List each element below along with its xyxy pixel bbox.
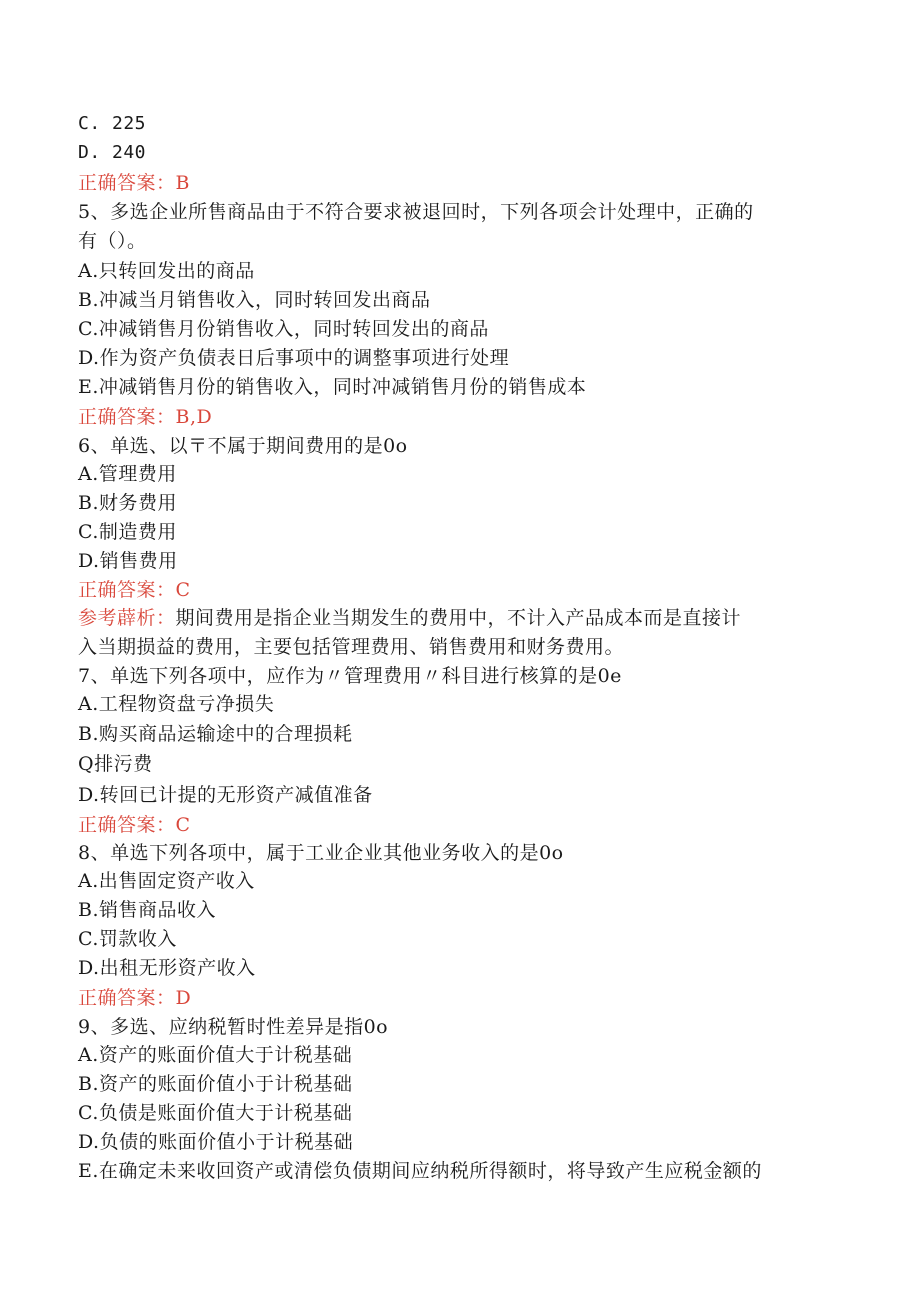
answer-value: C xyxy=(175,814,191,836)
q7-option-d: D.转回已计提的无形资产减值准备 xyxy=(78,784,373,806)
q7-stem: 7、单选下列各项中，应作为〃管理费用〃科目进行核算的是0e xyxy=(78,665,622,687)
answer-value: C xyxy=(175,579,191,601)
q9-stem: 9、多选、应纳税暂时性差异是指0o xyxy=(78,1016,389,1038)
q8-option-d: D.出租无形资产收入 xyxy=(78,957,256,979)
q5-option-e: E.冲减销售月份的销售收入，同时冲减销售月份的销售成本 xyxy=(78,376,587,398)
q5-answer xyxy=(78,405,212,429)
q9-option-d: D.负债的账面价值小于计税基础 xyxy=(78,1131,354,1153)
q6-analysis-line2: 入当期损益的费用，主要包括管理费用、销售费用和财务费用。 xyxy=(78,636,625,658)
q8-option-c: C.罚款收入 xyxy=(78,928,177,950)
q8-stem: 8、单选下列各项中，属于工业企业其他业务收入的是0o xyxy=(78,842,564,864)
q6-stem: 6、单选、以〒不属于期间费用的是0o xyxy=(78,435,408,457)
answer-label: 正确答案： xyxy=(78,406,176,428)
answer-label: 正确答案： xyxy=(78,172,176,194)
q8-answer xyxy=(78,986,191,1010)
q7-option-b: B.购买商品运输途中的合理损耗 xyxy=(78,723,353,745)
q5-option-a: A.只转回发出的商品 xyxy=(78,260,255,282)
analysis-label: 参考薜析： xyxy=(78,607,176,629)
q9-option-e: E.在确定未来收回资产或清偿负债期间应纳税所得额时，将导致产生应税金额的 xyxy=(78,1160,762,1182)
answer-value: B xyxy=(175,172,190,194)
answer-label: 正确答案： xyxy=(78,814,176,836)
analysis-text: 期间费用是指企业当期发生的费用中，不计入产品成本而是直接计 xyxy=(175,607,742,629)
answer-label: 正确答案： xyxy=(78,579,176,601)
q5-stem-line1: 5、多选企业所售商品由于不符合要求被退回时，下列各项会计处理中，正确的 xyxy=(78,201,754,223)
q7-option-c: Q排污费 xyxy=(78,753,153,775)
q6-option-b: B.财务费用 xyxy=(78,492,178,514)
answer-label: 正确答案： xyxy=(78,987,176,1009)
q5-stem-line2: 有（）。 xyxy=(78,230,147,252)
q9-option-b: B.资产的账面价值小于计税基础 xyxy=(78,1073,353,1095)
q5-option-d: D.作为资产负债表日后事项中的调整事项进行处理 xyxy=(78,347,510,369)
q6-option-a: A.管理费用 xyxy=(78,463,177,485)
answer-value: D xyxy=(175,987,192,1009)
q9-option-c: C.负债是账面价值大于计税基础 xyxy=(78,1102,353,1124)
q6-option-c: C.制造费用 xyxy=(78,521,177,543)
q4-answer xyxy=(78,171,190,195)
q6-analysis-line1 xyxy=(78,606,741,630)
q7-answer xyxy=(78,813,191,837)
q6-answer xyxy=(78,578,191,602)
answer-value: B,D xyxy=(175,406,213,428)
q7-option-a: A.工程物资盘亏净损失 xyxy=(78,693,275,715)
q8-option-a: A.出售固定资产收入 xyxy=(78,870,255,892)
q8-option-b: B.销售商品收入 xyxy=(78,899,217,921)
q9-option-a: A.资产的账面价值大于计税基础 xyxy=(78,1044,353,1066)
q5-option-c: C.冲减销售月份销售收入，同时转回发出的商品 xyxy=(78,318,489,340)
q6-option-d: D.销售费用 xyxy=(78,550,178,572)
q4-option-c: C. 225 xyxy=(78,113,147,134)
q4-option-d: D. 240 xyxy=(78,142,147,163)
q5-option-b: B.冲减当月销售收入，同时转回发出商品 xyxy=(78,289,431,311)
